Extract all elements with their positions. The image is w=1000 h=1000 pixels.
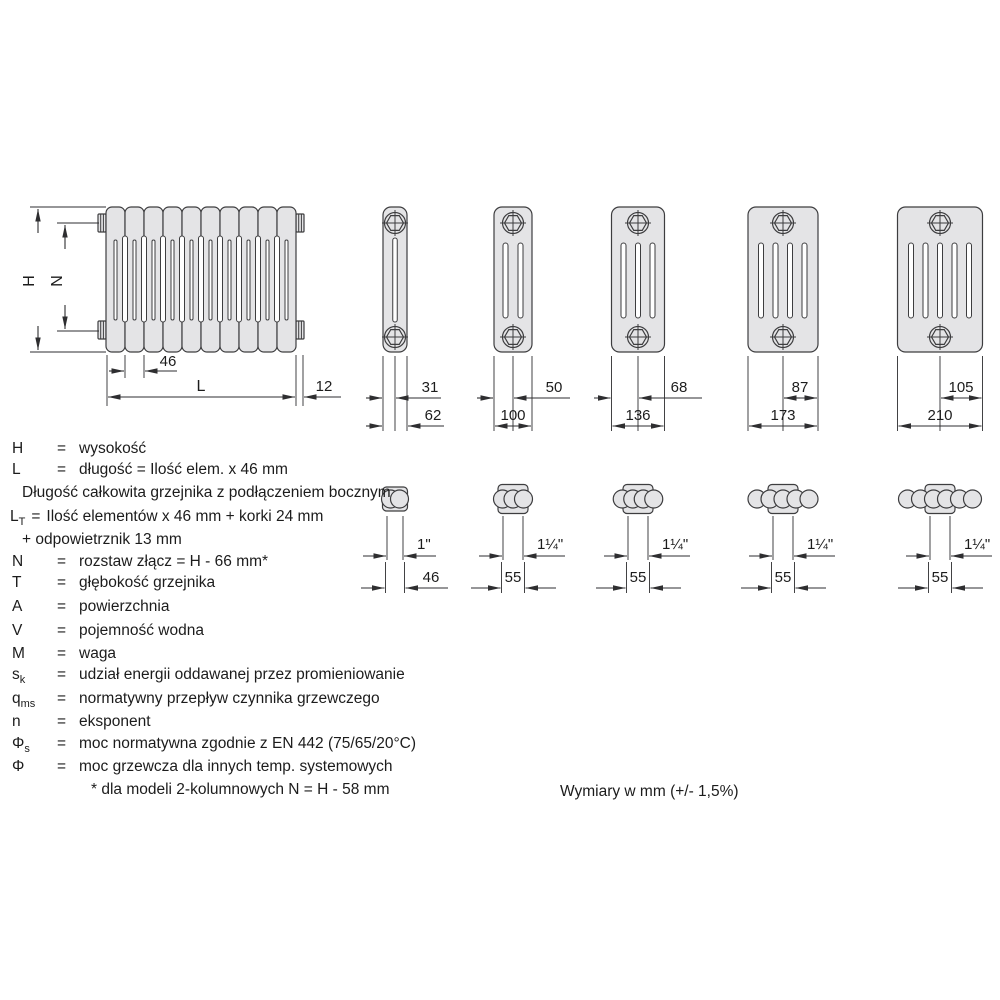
legend-row-n: n = eksponent xyxy=(12,713,151,730)
legend-row-LT: $L_T$ = Ilość elementów x 46 mm + korki 24 mm xyxy=(10,508,324,529)
overhang-dim-label: 12 xyxy=(315,378,333,395)
half-depth-label: 31 xyxy=(421,379,439,396)
legend-row-sk: $s_k$ = udział energii oddawanej przez promieniowanie xyxy=(12,666,405,687)
legend-row-M: M = waga xyxy=(12,645,117,662)
top-view-5-column xyxy=(741,485,835,594)
total-depth-label: 100 xyxy=(500,407,526,424)
half-depth-label: 87 xyxy=(791,379,809,396)
element-pitch-label: 46 xyxy=(159,353,177,370)
dimensions-tolerance-note: Wymiary w mm (+/- 1,5%) xyxy=(560,783,739,800)
legend-row-footnote-2col: * dla modeli 2-kolumnowych N = H - 58 mm xyxy=(91,781,390,798)
height-dim-label: H xyxy=(21,275,38,287)
total-depth-label: 173 xyxy=(770,407,796,424)
legend-row-H: H = wysokość xyxy=(12,440,147,457)
half-depth-label: 50 xyxy=(545,379,563,396)
legend-row-phi-s: $\Phi_s$ = moc normatywna zgodnie z EN 442 (75/65/20°C) xyxy=(12,735,417,756)
pitch-label: 55 xyxy=(504,569,522,586)
legend-row-A: A = powierzchnia xyxy=(12,598,170,615)
legend-row-total-length-note: Długość całkowita grzejnika z podłączeniem bocznym xyxy=(22,484,391,501)
top-view-4-column xyxy=(596,485,690,594)
pitch-label: 55 xyxy=(931,569,949,586)
length-dim-label: L xyxy=(196,378,206,395)
pitch-label: 55 xyxy=(629,569,647,586)
legend-row-L: L = długość = Ilość elem. x 46 mm xyxy=(12,461,288,478)
thread-size-label: 1¼" xyxy=(537,536,564,553)
legend-row-T: T = głębokość grzejnika xyxy=(12,574,216,591)
half-depth-label: 68 xyxy=(670,379,688,396)
legend-row-N: N = rozstaw złącz = H - 66 mm* xyxy=(12,553,269,570)
thread-size-label: 1¼" xyxy=(662,536,689,553)
thread-size-label: 1¼" xyxy=(807,536,834,553)
pitch-label: 55 xyxy=(774,569,792,586)
pitch-label: 46 xyxy=(422,569,440,586)
top-view-6-column xyxy=(898,485,992,594)
half-depth-label: 105 xyxy=(948,379,974,396)
cross-section-6-column xyxy=(898,207,983,431)
cross-section-4-column xyxy=(594,207,702,431)
thread-size-label: 1¼" xyxy=(964,536,991,553)
legend-row-V: V = pojemność wodna xyxy=(12,622,204,639)
total-depth-label: 210 xyxy=(927,407,953,424)
total-depth-label: 62 xyxy=(424,407,442,424)
total-depth-label: 136 xyxy=(625,407,651,424)
connection-spacing-dim-label: N xyxy=(49,275,66,287)
legend-row-phi: Φ = moc grzewcza dla innych temp. systemowych xyxy=(12,758,393,775)
legend-row-qms: $q_{ms}$ = normatywny przepływ czynnika grzewczego xyxy=(12,690,380,711)
cross-section-5-column xyxy=(748,207,818,431)
legend-row-air-vent: + odpowietrznik 13 mm xyxy=(22,531,182,548)
thread-size-label: 1" xyxy=(417,536,431,553)
